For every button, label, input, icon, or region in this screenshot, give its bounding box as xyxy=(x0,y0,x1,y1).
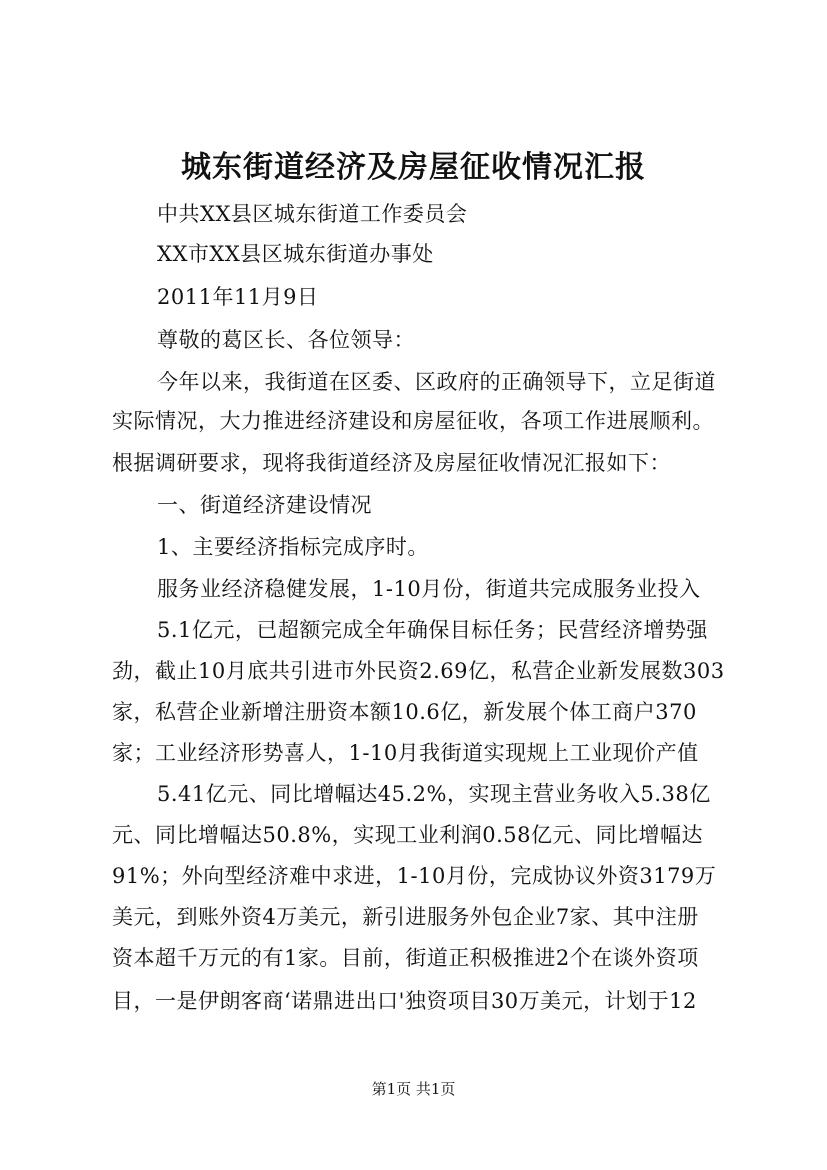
issuer-office: XX市XX县区城东街道办事处 xyxy=(157,242,434,266)
paragraph-line: 家；工业经济形势喜人，1-10月我街道实现规上工业现价产值 xyxy=(112,741,699,765)
paragraph-line: 服务业经济稳健发展，1-10月份，街道共完成服务业投入 xyxy=(157,577,701,601)
paragraph-line: 美元，到账外资4万美元，新引进服务外包企业7家、其中注册 xyxy=(112,905,699,929)
paragraph-line: 91%；外向型经济难中求进，1-10月份，完成协议外资3179万 xyxy=(112,864,717,888)
paragraph-line: 资本超千万元的有1家。目前，街道正积极推进2个在谈外资项 xyxy=(112,946,699,970)
paragraph-line: 今年以来，我街道在区委、区政府的正确领导下，立足街道 xyxy=(157,370,716,394)
paragraph-line: 根据调研要求，现将我街道经济及房屋征收情况汇报如下： xyxy=(112,451,671,475)
document-date: 2011年11月9日 xyxy=(157,285,319,309)
page-footer: 第1页 共1页 xyxy=(371,1080,456,1098)
paragraph-line: 劲，截止10月底共引进市外民资2.69亿，私营企业新发展数303 xyxy=(112,659,725,683)
salutation: 尊敬的葛区长、各位领导： xyxy=(157,328,415,352)
issuer-committee: 中共XX县区城东街道工作委员会 xyxy=(157,202,468,226)
subsection-heading: 1、主要经济指标完成序时。 xyxy=(157,535,429,559)
section-heading: 一、街道经济建设情况 xyxy=(157,493,372,517)
paragraph-line: 5.41亿元、同比增幅达45.2%，实现主营业务收入5.38亿 xyxy=(157,782,711,806)
paragraph-line: 目，一是伊朗客商‘诺鼎进出口'独资项目30万美元，计划于12 xyxy=(112,989,697,1013)
paragraph-line: 实际情况，大力推进经济建设和房屋征收，各项工作进展顺利。 xyxy=(112,409,714,433)
document-title: 城东街道经济及房屋征收情况汇报 xyxy=(181,150,646,185)
paragraph-line: 家，私营企业新增注册资本额10.6亿，新发展个体工商户370 xyxy=(112,700,697,724)
paragraph-line: 元、同比增幅达50.8%，实现工业利润0.58亿元、同比增幅达 xyxy=(112,823,703,847)
paragraph-line: 5.1亿元，已超额完成全年确保目标任务；民营经济增势强 xyxy=(157,618,708,642)
